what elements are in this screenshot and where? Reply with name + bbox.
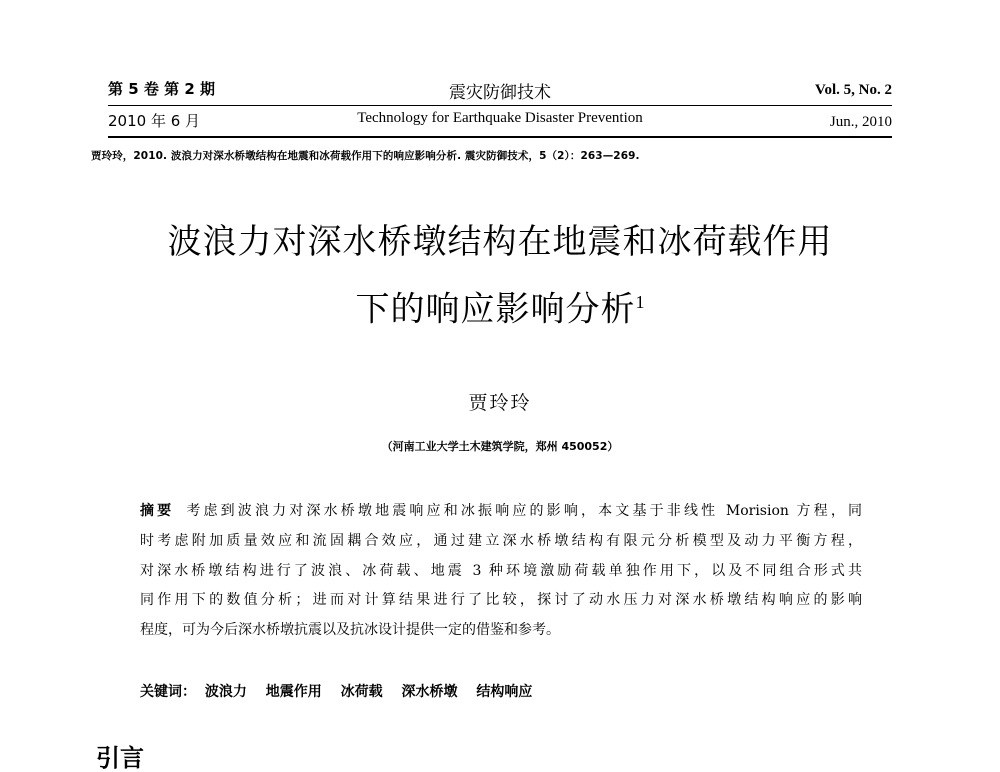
abstract-label: 摘要 <box>140 503 175 519</box>
keyword-item: 冰荷载 <box>340 684 383 700</box>
title-line-1: 波浪力对深水桥墩结构在地震和冰荷载作用 <box>167 222 833 262</box>
abstract-line-5: 程度，可为今后深水桥墩抗震以及抗冰设计提供一定的借鉴和参考。 <box>140 622 560 639</box>
abstract-line-1-text: 考虑到波浪力对深水桥墩地震响应和冰振响应的影响，本文基于非线性 Morision 方程，同 <box>186 503 862 519</box>
running-header-row-2 <box>108 110 892 134</box>
citation-line: 贾玲玲，2010. 波浪力对深水桥墩结构在地震和冰荷载作用下的响应影响分析. 震灾防御技术，5（2）：263—269. <box>91 150 640 162</box>
keywords <box>140 681 546 701</box>
keyword-item: 地震作用 <box>265 684 322 700</box>
paper-title <box>0 212 1000 339</box>
abstract <box>140 497 862 646</box>
journal-name-cn: 震灾防御技术 <box>449 83 551 103</box>
keyword-item: 波浪力 <box>204 684 247 700</box>
date-en: Jun., 2010 <box>829 114 892 130</box>
author-name: 贾玲玲 <box>468 392 532 414</box>
abstract-line-2: 时考虑附加质量效应和流固耦合效应，通过建立深水桥墩结构有限元分析模型及动力平衡方程， <box>140 532 862 549</box>
author-affiliation: （河南工业大学土木建筑学院，郑州 450052） <box>381 440 619 453</box>
title-footnote-mark: 1 <box>635 292 645 312</box>
section-heading-partial: 引言 <box>96 744 144 772</box>
abstract-line-3: 对深水桥墩结构进行了波浪、冰荷载、地震 3 种环境激励荷载单独作用下，以及不同组合形式共 <box>140 562 862 579</box>
header-rule-thin <box>108 105 892 106</box>
running-header-row-1 <box>108 78 892 104</box>
title-line-2 <box>0 272 1000 339</box>
keywords-label: 关键词： <box>140 684 196 700</box>
keyword-item: 结构响应 <box>476 684 533 700</box>
abstract-line-4: 同作用下的数值分析；进而对计算结果进行了比较，探讨了动水压力对深水桥墩结构响应的影响 <box>140 592 862 609</box>
date-cn: 2010 年 6 月 <box>108 112 201 130</box>
keyword-item: 深水桥墩 <box>401 684 458 700</box>
volume-en: Vol. 5, No. 2 <box>815 82 892 98</box>
header-rule-thick <box>108 136 892 138</box>
journal-name-en: Technology for Earthquake Disaster Prevention <box>357 110 643 126</box>
title-line-2-text: 下的响应影响分析 <box>355 289 636 330</box>
volume-issue: 第 5 卷 第 2 期 <box>108 80 215 98</box>
abstract-line-1 <box>140 497 862 527</box>
